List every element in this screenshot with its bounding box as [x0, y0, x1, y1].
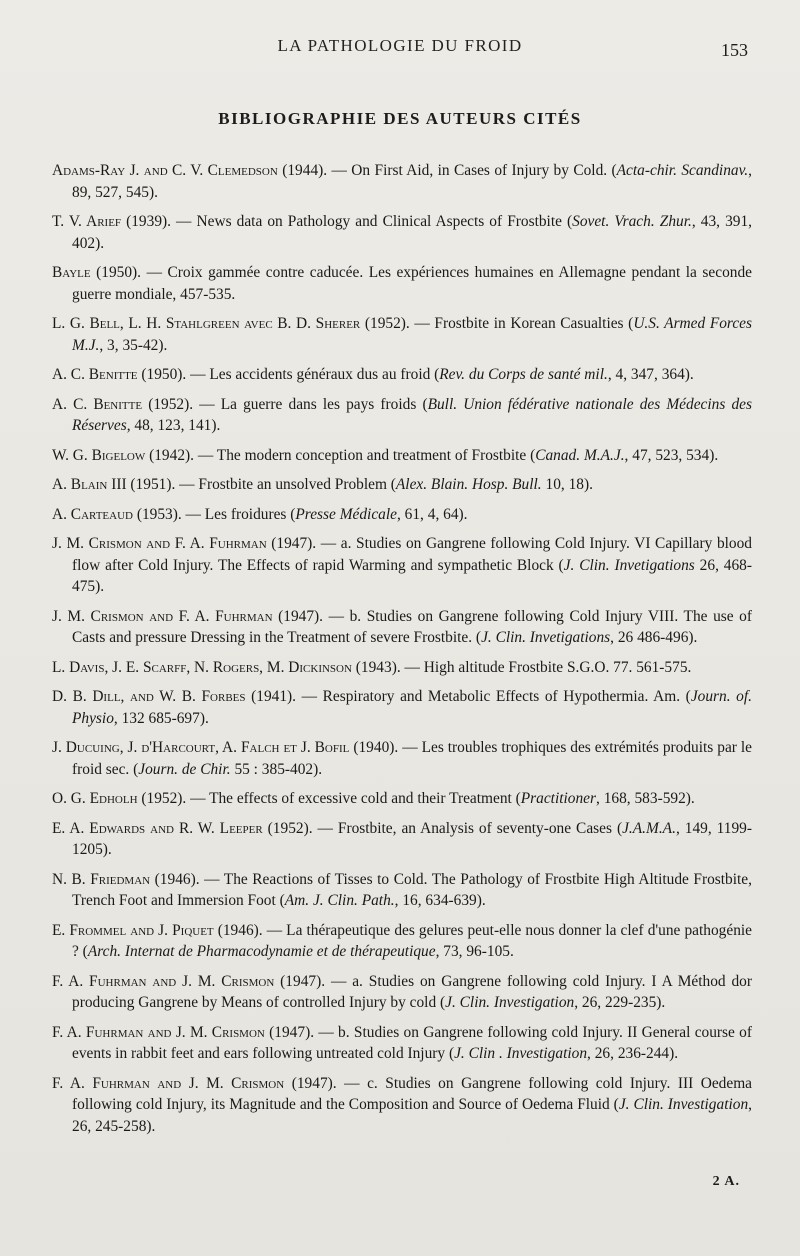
entry-authors: W. G. Bigelow: [52, 446, 146, 464]
entry-authors: E. A. Edwards and R. W. Leeper: [52, 819, 263, 837]
section-title: BIBLIOGRAPHIE DES AUTEURS CITÉS: [218, 109, 582, 128]
entry-text: (1950). — Les accidents généraux dus au froid (: [137, 366, 440, 383]
entry-text: (1939). — News data on Pathology and Clinical Aspects of Frostbite (: [121, 213, 573, 230]
entry-tail: 26, 468-475).: [72, 556, 752, 595]
entry-text: (1941). — Respiratory and Metabolic Effects of Hypothermia. Am. (: [245, 688, 691, 705]
bibliography-entry: [52, 818, 752, 861]
entry-source: Am. J. Clin. Path.: [284, 892, 395, 909]
entry-text: (1940). — Les troubles trophiques des extrémités produits par le froid sec. (: [72, 739, 753, 778]
entry-tail: , 16, 634-639).: [394, 892, 486, 909]
entry-authors: D. B. Dill, and W. B. Forbes: [52, 688, 246, 705]
bibliography-entry: [52, 533, 752, 598]
entry-tail: , 4, 347, 364).: [607, 366, 694, 383]
entry-source: Acta-chir. Scandinav.: [616, 162, 749, 179]
entry-text: (1950). — Croix gammée contre caducée. Les expériences humaines en Allemagne pendant la seconde guerre mondiale, 457-535.: [72, 264, 752, 303]
entry-text: (1947). — c. Studies on Gangrene following cold Injury. III Oedema following cold Injury, its Magnitude and the Composition and Source of Oedema Fluid (: [72, 1074, 753, 1113]
entry-tail: 55 : 385-402).: [230, 760, 323, 778]
bibliography-entry: [52, 474, 752, 496]
bibliography-entry: [52, 394, 752, 437]
entry-tail: , 26, 229-235).: [574, 994, 666, 1011]
entry-source: Rev. du Corps de santé mil.: [439, 366, 608, 383]
entry-authors: A. C. Benitte: [52, 395, 143, 413]
bibliography-entry: [52, 971, 752, 1014]
entry-authors: Adams-Ray J. and C. V. Clemedson: [52, 162, 278, 179]
signature-mark: 2 A.: [712, 1174, 740, 1189]
page-number: 153: [721, 40, 748, 60]
entry-text: (1952). — Frostbite, an Analysis of seventy-one Cases (: [262, 819, 623, 837]
entry-authors: T. V. Arief: [52, 213, 122, 230]
entry-authors: N. B. Friedman: [52, 870, 151, 888]
entry-authors: J. M. Crismon and F. A. Fuhrman: [52, 607, 273, 625]
entry-text: (1943). — High altitude Frostbite S.G.O. 77. 561-575.: [351, 658, 692, 676]
entry-source: Arch. Internat de Pharmacodynamie et de thérapeutique: [87, 943, 436, 960]
entry-text: (1947). — a. Studies on Gangrene following Cold Injury. VI Capillary blood flow after Cold Injury. The Effects of rapid Warming and sympathetic Block (: [72, 535, 752, 574]
bibliography-entry: [52, 920, 752, 963]
bibliography-entry: [52, 1022, 752, 1065]
entry-text: (1951). — Frostbite an unsolved Problem (: [126, 476, 396, 493]
entry-source: Alex. Blain. Hosp. Bull.: [395, 476, 542, 493]
entry-authors: Bayle: [52, 264, 91, 281]
entry-tail: , 3, 35-42).: [99, 336, 168, 354]
entry-tail: , 73, 96-105.: [435, 943, 514, 960]
bibliography-entry: [52, 445, 752, 467]
entry-source: Practitioner: [520, 790, 596, 807]
entry-text: (1947). — b. Studies on Gangrene following Cold Injury VIII. The use of Casts and pressure Dressing in the Treatment of severe Frostbite. (: [72, 607, 753, 646]
entry-tail: , 89, 527, 545).: [72, 162, 752, 201]
entry-source: U.S. Armed Forces M.J.: [72, 315, 752, 354]
entry-authors: F. A. Fuhrman and J. M. Crismon: [52, 972, 275, 990]
running-title: LA PATHOLOGIE DU FROID: [277, 36, 523, 55]
bibliography-entry: [52, 160, 752, 203]
entry-source: J. Clin. Investigation: [618, 1096, 749, 1113]
entry-source: J. Clin. Invetigations: [481, 629, 611, 646]
entry-text: (1952). — La guerre dans les pays froids (: [142, 395, 428, 413]
bibliography-entry: [52, 606, 752, 649]
bibliography-list: [52, 160, 752, 1145]
entry-authors: A. Blain III: [52, 476, 127, 493]
entry-source: Bull. Union fédérative nationale des Médecins des Réserves: [72, 395, 752, 434]
entry-tail: , 43, 391, 402).: [72, 213, 752, 252]
bibliography-entry: [52, 262, 752, 305]
entry-source: J. Clin . Investigation: [454, 1045, 588, 1062]
bibliography-entry: [52, 313, 752, 356]
bibliography-entry: [52, 869, 752, 912]
bibliography-entry: [52, 211, 752, 254]
entry-authors: J. M. Crismon and F. A. Fuhrman: [52, 535, 267, 552]
entry-tail: , 26 486-496).: [610, 629, 698, 646]
entry-source: J.A.M.A.: [622, 819, 676, 837]
entry-authors: O. G. Edholh: [52, 790, 138, 807]
bibliography-entry: [52, 788, 752, 810]
entry-tail: , 61, 4, 64).: [396, 505, 468, 523]
entry-tail: , 149, 1199-1205).: [72, 819, 753, 858]
entry-text: (1952). — The effects of excessive cold and their Treatment (: [137, 790, 521, 807]
entry-authors: F. A. Fuhrman and J. M. Crismon: [52, 1074, 285, 1092]
entry-authors: E. Frommel and J. Piquet: [52, 921, 214, 939]
bibliography-entry: [52, 657, 752, 679]
entry-text: (1947). — b. Studies on Gangrene following cold Injury. II General course of events in rabbit feet and ears following untreated cold Injury (: [72, 1023, 752, 1062]
entry-authors: L. Davis, J. E. Scarff, N. Rogers, M. Dickinson: [52, 658, 352, 676]
entry-source: Sovet. Vrach. Zhur.: [572, 213, 692, 230]
bibliography-entry: [52, 364, 752, 386]
entry-tail: 10, 18).: [541, 476, 593, 493]
entry-tail: , 26, 245-258).: [72, 1096, 752, 1135]
entry-source: Journ. of. Physio: [72, 688, 753, 727]
entry-source: Journ. de Chir.: [138, 760, 231, 778]
entry-source: J. Clin. Invetigations: [563, 556, 695, 574]
entry-authors: A. C. Benitte: [52, 366, 138, 383]
entry-text: (1953). — Les froidures (: [132, 505, 296, 523]
entry-authors: A. Carteaud: [52, 505, 133, 523]
entry-text: (1944). — On First Aid, in Cases of Injury by Cold. (: [277, 162, 617, 179]
entry-text: (1946). — La thérapeutique des gelures peut-elle nous donner la clef d'une pathogénie ? (: [72, 921, 752, 960]
entry-tail: , 48, 123, 141).: [126, 417, 221, 434]
bibliography-entry: [52, 737, 752, 780]
entry-tail: , 26, 236-244).: [587, 1045, 679, 1062]
bibliography-entry: [52, 1073, 752, 1138]
bibliography-entry: [52, 686, 752, 729]
entry-text: (1946). — The Reactions of Tisses to Cold. The Pathology of Frostbite High Altitude Frostbite, Trench Foot and Immersion Foot (: [72, 870, 752, 909]
bibliography-entry: [52, 504, 752, 526]
entry-text: (1947). — a. Studies on Gangrene following cold Injury. I A Méthod dor producing Gangrene by Means of controlled Injury by cold (: [72, 972, 752, 1011]
entry-tail: , 132 685-697).: [113, 709, 209, 727]
entry-text: (1952). — Frostbite in Korean Casualties (: [360, 315, 634, 332]
entry-source: Presse Médicale: [295, 505, 397, 523]
entry-text: (1942). — The modern conception and treatment of Frostbite (: [145, 446, 536, 464]
entry-authors: L. G. Bell, L. H. Stahlgreen avec B. D. Sherer: [52, 315, 361, 332]
entry-tail: , 47, 523, 534).: [624, 446, 719, 464]
entry-tail: , 168, 583-592).: [596, 790, 695, 807]
entry-source: Canad. M.A.J.: [535, 446, 625, 464]
entry-authors: F. A. Fuhrman and J. M. Crismon: [52, 1023, 265, 1041]
entry-source: J. Clin. Investigation: [445, 994, 575, 1011]
entry-authors: J. Ducuing, J. d'Harcourt, A. Falch et J. Bofil: [52, 739, 350, 756]
